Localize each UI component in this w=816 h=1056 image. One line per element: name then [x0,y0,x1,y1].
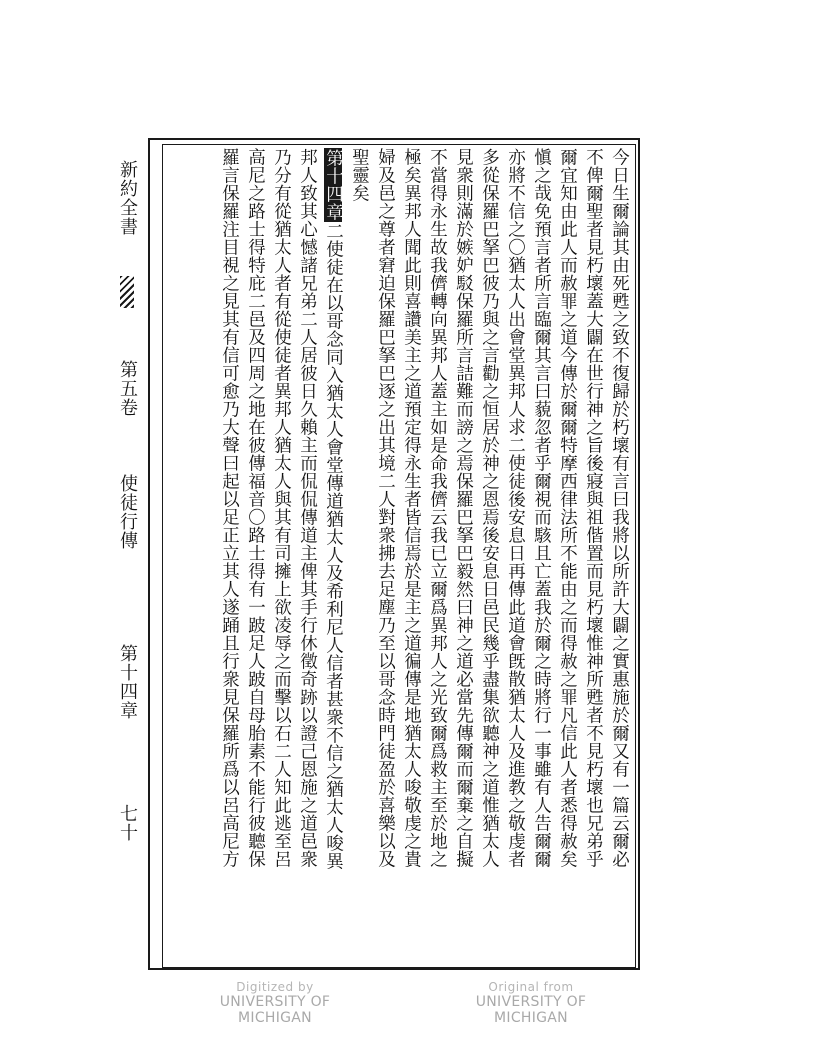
chapter-label: 第十四章 [117,644,138,720]
page-number: 七十 [117,804,138,842]
text-column: 見衆則滿於嫉妒駁保羅所言詰難而謗之焉保羅巴拏巴毅然曰神之道必當先傳爾而爾棄之自擬 [453,148,474,868]
chapter-heading-label: 第十四章 [323,149,344,221]
margin-ornament [120,276,134,308]
text-column: 今日生爾論其由死甦之致不復歸於朽壞有言曰我將以所許大闢之實惠施於爾又有一篇云爾必 [609,148,630,868]
running-title: 新約全書 [117,160,138,236]
chapter-heading [323,148,344,221]
text-column: 多從保羅巴拏巴彼乃與之言勸之恒居於神之恩焉後安息日邑民幾乎盡集欲聽神之道惟猶太人 [479,148,500,868]
text-column: 極矣異邦人聞此則喜讚美主之道預定得永生者皆信焉於是主之道徧傳是地猶太人唆敬虔之貴 [401,148,422,868]
volume-label: 第五卷 [117,360,138,417]
text-column: 愼之哉免預言者所言臨爾其言曰藐忽者乎爾視而駭且亡蓋我於爾之時將行一事雖有人告爾爾 [531,148,552,868]
text-column: 二使徒在以哥念同入猶太人會堂傳道猶太人及希利尼人信者甚衆不信之猶太人唆異 [323,222,344,870]
text-column: 爾宜知由此人而赦罪之道今傳於爾爾特摩西律法所不能由之而得赦之罪凡信此人者悉得赦矣 [557,148,578,868]
text-column: 亦將不信之〇猶太人出會堂異邦人求二使徒後安息日再傳此道會旣散猶太人及進教之敬虔者 [505,148,526,868]
margin-divider-inner [162,144,163,968]
book-label: 使徒行傳 [117,474,138,550]
watermark-caption: Original from [488,980,574,994]
text-column: 羅言保羅注目視之見其有信可愈乃大聲曰起以足正立其人遂踊且行衆見保羅所爲以呂高尼方 [219,148,240,868]
text-column: 聖靈矣 [349,148,370,202]
watermark-institution: UNIVERSITY OF MICHIGAN [219,994,331,1026]
text-column: 乃分有從猶太人者有從使徒者異邦人猶太人與其有司擁上欲凌辱之而擊以石二人知此逃至呂 [271,148,292,868]
text-column: 婦及邑之尊者窘迫保羅巴拏巴逐之出其境二人對衆拂去足塵乃至以哥念時門徒盈於喜樂以及 [375,148,396,868]
text-column: 不俾爾聖者見朽壞蓋大闢在世行神之旨後寢與祖偕置而見朽壞惟神所甦者不見朽壞也兄弟乎 [583,148,604,868]
text-column: 邦人致其心憾諸兄弟二人居彼日久賴主而侃侃傳道主俾其手行休徵奇跡以證己恩施之道邑衆 [297,148,318,868]
watermark-caption: Digitized by [236,980,314,994]
watermark-institution: UNIVERSITY OF MICHIGAN [475,994,587,1026]
text-column: 高尼之路士得特庇二邑及四周之地在彼傳福音〇路士得有一跛足人跛自母胎素不能行彼聽保 [245,148,266,868]
margin-divider [148,138,149,970]
text-column: 不當得永生故我儕轉向異邦人蓋主如是命我儕云我已立爾爲異邦人之光致爾爲救主至於地之 [427,148,448,868]
digitized-by-watermark [190,980,360,1026]
original-from-watermark [446,980,616,1026]
